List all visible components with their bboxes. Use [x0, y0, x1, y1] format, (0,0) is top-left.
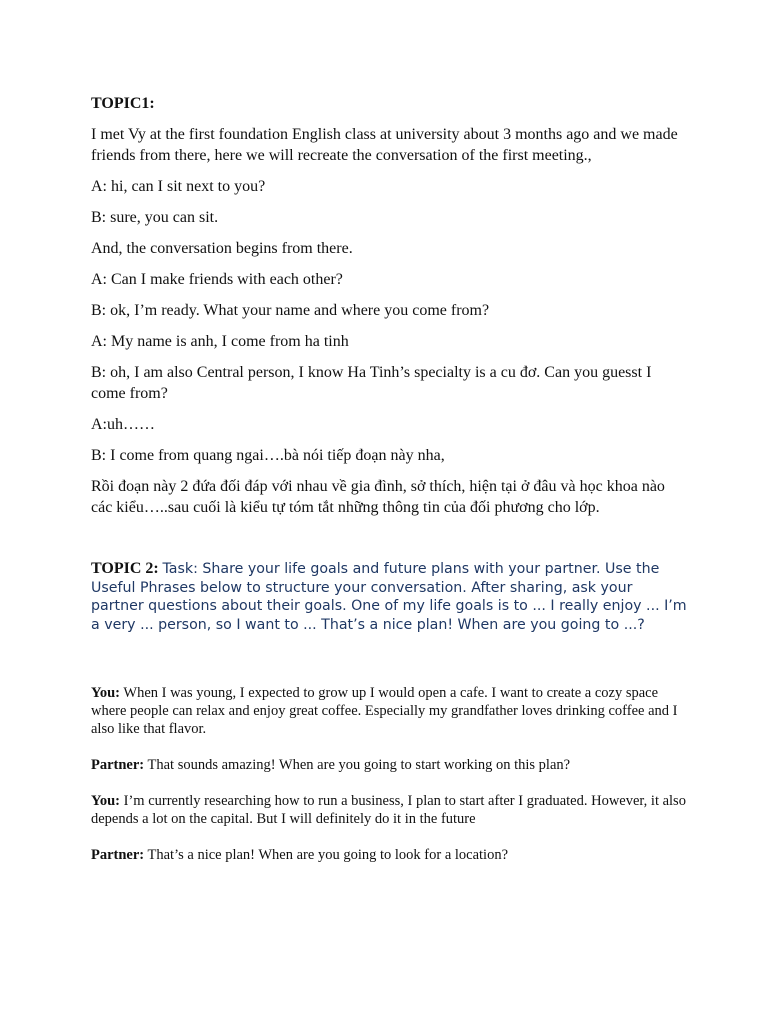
dialogue-text: I’m currently researching how to run a business, I plan to start after I graduated. However, it also depends a lot on the capital. But I will definitely do it in the future: [91, 793, 686, 827]
topic2-label: TOPIC 2:: [91, 560, 159, 577]
dialogue-text: That sounds amazing! When are you going to start working on this plan?: [147, 757, 571, 773]
topic1-closing-paragraph: Rồi đoạn này 2 đứa đối đáp với nhau về gia đình, sở thích, hiện tại ở đâu và học khoa nào các kiểu…..sau cuối là kiểu tự tóm tắt những thông tin của đối phương cho lớp.: [91, 478, 665, 516]
topic2-heading: [91, 560, 687, 634]
topic1-line: B: sure, you can sit.: [91, 209, 219, 226]
document-page: [91, 93, 687, 882]
topic1-line: A: My name is anh, I come from ha tinh: [91, 333, 349, 350]
dialogue-line: [91, 684, 687, 738]
topic1-line: A: hi, can I sit next to you?: [91, 178, 266, 195]
dialogue-text: That’s a nice plan! When are you going to look for a location?: [147, 847, 509, 863]
topic1-intro-paragraph: I met Vy at the first foundation English class at university about 3 months ago and we made friends from there, here we will recreate the conversation of the first meeting.,: [91, 126, 678, 164]
dialogue-speaker: You:: [91, 685, 121, 701]
dialogue-speaker: Partner:: [91, 757, 145, 773]
topic1-line: A:uh……: [91, 416, 155, 433]
topic2-task: Task: Share your life goals and future plans with your partner. Use the Useful Phrases below to structure your conversation. After sharing, ask your partner questions about their goals. One of my life goals is to ... I really enjoy ... I’m a very ... person, so I want to ... That’s a nice plan! When are you going to ...?: [91, 561, 687, 633]
topic2-dialogue: [91, 684, 687, 864]
topic1-title: TOPIC1:: [91, 95, 155, 112]
topic1-line: B: oh, I am also Central person, I know Ha Tinh’s specialty is a cu đơ. Can you guesst I come from?: [91, 364, 652, 402]
dialogue-speaker: Partner:: [91, 847, 145, 863]
dialogue-speaker: You:: [91, 793, 121, 809]
topic1-line: And, the conversation begins from there.: [91, 240, 353, 257]
topic1-line: A: Can I make friends with each other?: [91, 271, 343, 288]
topic1-line: B: ok, I’m ready. What your name and where you come from?: [91, 302, 490, 319]
topic1-line: B: I come from quang ngai….bà nói tiếp đoạn này nha,: [91, 447, 445, 464]
dialogue-line: [91, 792, 687, 828]
topic2-section: [91, 560, 687, 864]
dialogue-line: [91, 846, 687, 864]
dialogue-line: [91, 756, 687, 774]
topic1-section: [91, 93, 687, 518]
dialogue-text: When I was young, I expected to grow up I would open a cafe. I want to create a cozy space where people can relax and enjoy great coffee. Especially my grandfather loves drinking coffee and I also like that flavor.: [91, 685, 678, 737]
